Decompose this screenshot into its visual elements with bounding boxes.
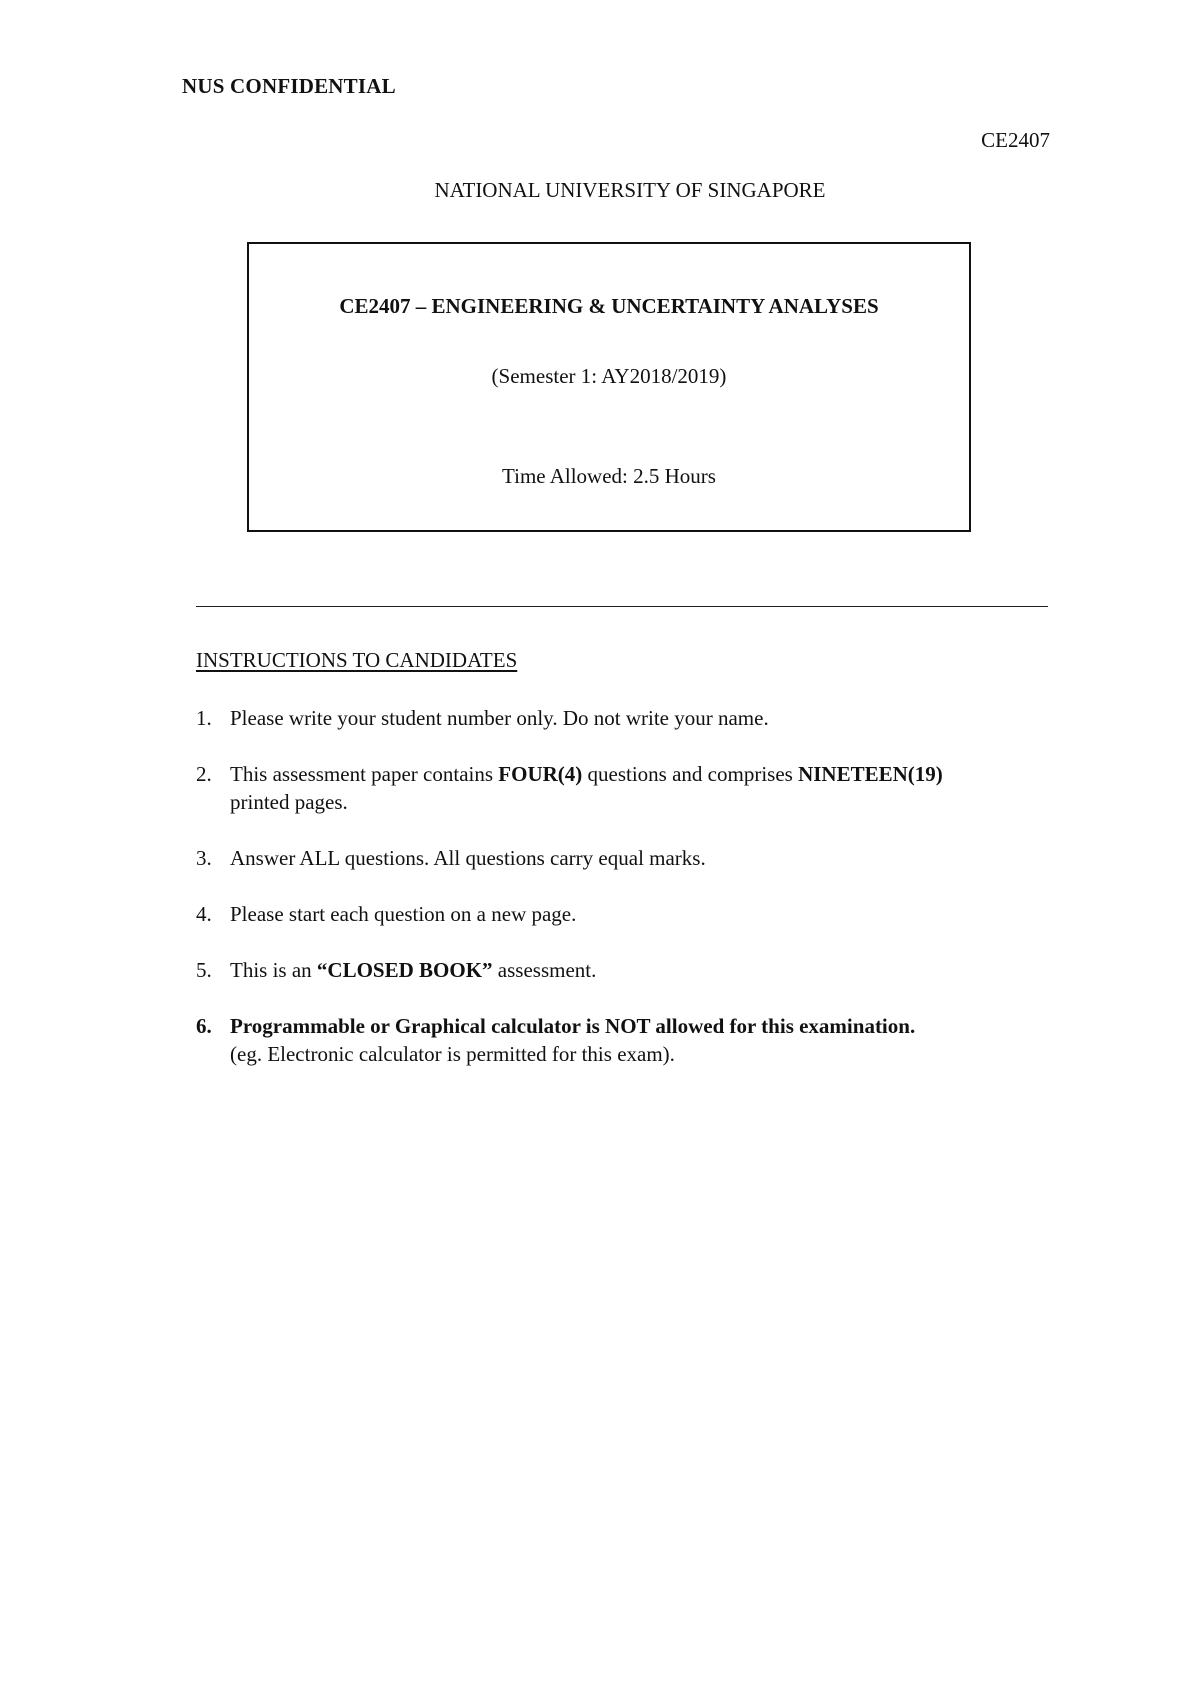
instruction-text: This is an xyxy=(230,958,317,982)
instruction-number: 4. xyxy=(196,902,212,926)
calculator-note: (eg. Electronic calculator is permitted for this exam). xyxy=(230,1042,675,1066)
closed-book-label: “CLOSED BOOK” xyxy=(316,958,493,982)
instruction-text: Please write your student number only. Do not write your name. xyxy=(230,706,769,730)
instruction-number: 3. xyxy=(196,846,212,870)
instruction-item-6 xyxy=(196,1012,1056,1068)
instruction-item-5 xyxy=(196,956,1056,984)
instruction-number: 6. xyxy=(196,1014,212,1038)
instruction-number: 5. xyxy=(196,958,212,982)
university-name: NATIONAL UNIVERSITY OF SINGAPORE xyxy=(434,178,826,202)
instruction-number: 2. xyxy=(196,762,212,786)
instruction-text: assessment. xyxy=(492,958,597,982)
horizontal-rule xyxy=(196,606,1048,607)
instruction-text: Please start each question on a new page. xyxy=(230,902,577,926)
time-allowed: Time Allowed: 2.5 Hours xyxy=(502,464,716,488)
confidential-label: NUS CONFIDENTIAL xyxy=(182,74,396,98)
instruction-text: Answer ALL questions. All questions carry equal marks. xyxy=(230,846,706,870)
course-title: CE2407 – ENGINEERING & UNCERTAINTY ANALYSES xyxy=(339,294,879,318)
title-box xyxy=(247,242,971,532)
instruction-number: 1. xyxy=(196,706,212,730)
instruction-text: questions and comprises xyxy=(582,762,799,786)
course-code: CE2407 xyxy=(981,128,1050,152)
instruction-text: printed pages. xyxy=(230,790,348,814)
instructions-list xyxy=(196,704,1056,1096)
instruction-item-2 xyxy=(196,760,1056,816)
instructions-heading: INSTRUCTIONS TO CANDIDATES xyxy=(196,648,518,672)
calculator-rule: Programmable or Graphical calculator is NOT allowed for this examination. xyxy=(230,1014,916,1038)
semester-label: (Semester 1: AY2018/2019) xyxy=(491,364,727,388)
instruction-item-4 xyxy=(196,900,1056,928)
instruction-item-1 xyxy=(196,704,1056,732)
instruction-item-3 xyxy=(196,844,1056,872)
page-count: NINETEEN(19) xyxy=(798,762,943,786)
instruction-text: This assessment paper contains xyxy=(230,762,499,786)
question-count: FOUR(4) xyxy=(498,762,583,786)
